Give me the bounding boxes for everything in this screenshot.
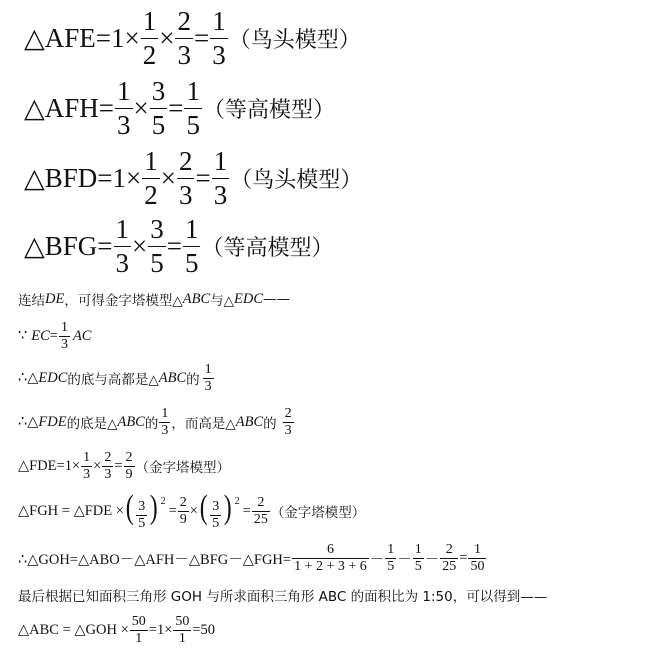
fraction: $\frac{2}{9}$ <box>125 449 133 482</box>
fraction: $\frac{1}{3}$ <box>204 361 212 394</box>
fraction: $\frac{1}{3}$ <box>115 213 130 278</box>
fraction: $\frac{50}{1}$ <box>131 613 146 646</box>
fraction: $\frac{1}{2}$ <box>142 5 157 70</box>
fraction: $\frac{2}{25}$ <box>442 541 457 574</box>
equation-afh: △AFH= $\frac{1}{3}$ × $\frac{3}{5}$ = $\frac{1}{5}$ （等高模型） <box>24 75 335 140</box>
fraction: $\frac{1}{5}$ <box>387 541 395 574</box>
fraction: $\frac{1}{3}$ <box>161 405 169 438</box>
fraction: $\frac{1}{3}$ <box>117 75 131 140</box>
equation-fde: △FDE=1× $\frac{1}{3}$ × $\frac{2}{3}$ = $\frac{2}{9}$ （金字塔模型） <box>18 449 231 482</box>
model-note: （金字塔模型） <box>135 460 231 476</box>
fraction: $\frac{1}{50}$ <box>470 541 485 574</box>
bfg-prefix: △BFG= <box>24 230 113 261</box>
afh-prefix: △AFH= <box>24 92 115 123</box>
model-note: （等高模型） <box>202 97 335 123</box>
model-note: （金字塔模型） <box>270 505 366 521</box>
fraction: $\frac{3}{5}$ <box>212 498 220 531</box>
fraction: $\frac{1}{5}$ <box>186 75 200 140</box>
fraction: $\frac{1}{3}$ <box>60 319 68 352</box>
therefore-edc: ∴△ EDC 的底与高都是△ ABC 的 $\frac{1}{3}$ <box>18 361 212 394</box>
conclusion-text: 最后根据已知面积三角形 GOH 与所求面积三角形 ABC 的面积比为 1:50，可以得到—— <box>18 589 548 605</box>
equation-afe: △AFE=1× $\frac{1}{2}$ × $\frac{2}{3}$ = $\frac{1}{3}$ （鸟头模型） <box>24 5 361 70</box>
because-ec: ∵ EC = $\frac{1}{3}$ AC <box>18 319 92 352</box>
fraction: $\frac{2}{3}$ <box>284 405 292 438</box>
fraction: $\frac{1}{3}$ <box>83 449 91 482</box>
fraction: $\frac{1}{3}$ <box>212 5 226 70</box>
fraction: $\frac{3}{5}$ <box>150 213 164 278</box>
afe-prefix: △AFE=1× <box>24 22 140 53</box>
model-note: （鸟头模型） <box>228 27 361 53</box>
fraction: $\frac{1}{2}$ <box>144 145 158 210</box>
fraction: $\frac{1}{5}$ <box>184 213 199 278</box>
equation-bfd: △BFD=1× $\frac{1}{2}$ × $\frac{2}{3}$ = $\frac{1}{3}$ （鸟头模型） <box>24 145 363 210</box>
exponent: 2 <box>160 495 166 507</box>
fraction: $\frac{1}{3}$ <box>213 145 228 210</box>
fraction: $\frac{3}{5}$ <box>151 75 166 140</box>
equation-fgh: △FGH = △FDE × ( $\frac{3}{5}$ ) 2 = $\frac{2}{9}$ × ( $\frac{3}{5}$ ) 2 = $\frac{2}{25}$ （金字塔模型） <box>18 489 366 531</box>
fraction: $\frac{2}{3}$ <box>104 449 112 482</box>
exponent: 2 <box>234 495 240 507</box>
fraction: $\frac{50}{1}$ <box>175 613 190 646</box>
fraction: $\frac{6}{1 + 2 + 3 + 6}$ <box>294 541 367 574</box>
model-note: （等高模型） <box>201 235 334 261</box>
equation-goh: ∴△GOH=△ABO－△AFH－△BFG－△FGH= $\frac{6}{1 + 2 + 3 + 6}$ － $\frac{1}{5}$ － $\frac{1}{5}$ － $\frac{2}{25}$ = $\frac{1}{50}$ <box>18 541 485 574</box>
model-note: （鸟头模型） <box>230 167 363 193</box>
equation-bfg: △BFG= $\frac{1}{3}$ × $\frac{3}{5}$ = $\frac{1}{5}$ （等高模型） <box>24 213 334 278</box>
therefore-fde: ∴△ FDE 的底是△ ABC 的 $\frac{1}{3}$ ，而高是△ ABC 的 $\frac{2}{3}$ <box>18 405 292 438</box>
fraction: $\frac{3}{5}$ <box>138 498 146 531</box>
fraction: $\frac{2}{3}$ <box>177 5 191 70</box>
text-connect-de: 连结 DE ，可得金字塔模型△ ABC 与△ EDC —— <box>18 290 291 309</box>
fraction: $\frac{1}{5}$ <box>414 541 422 574</box>
bfd-prefix: △BFD=1× <box>24 162 142 193</box>
fraction: $\frac{2}{9}$ <box>179 494 187 527</box>
fraction: $\frac{2}{3}$ <box>178 145 193 210</box>
equation-abc: △ABC = △GOH × $\frac{50}{1}$ =1× $\frac{50}{1}$ =50 <box>18 613 216 646</box>
fraction: $\frac{2}{25}$ <box>253 494 268 527</box>
